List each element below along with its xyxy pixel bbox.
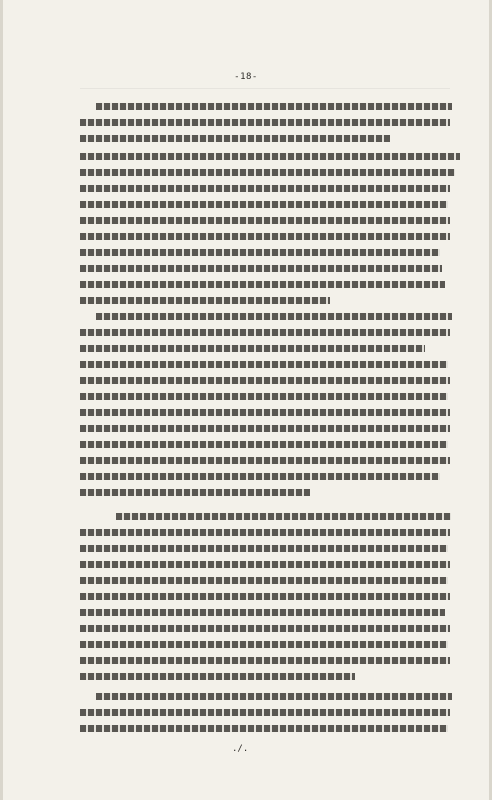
- text-line: [80, 489, 310, 496]
- text-line: [80, 441, 448, 448]
- text-line: [80, 709, 450, 716]
- text-line: [80, 361, 448, 368]
- text-line: [80, 201, 448, 208]
- text-line: [80, 725, 448, 732]
- text-line: [80, 473, 440, 480]
- text-line: [80, 393, 448, 400]
- text-line: [80, 673, 355, 680]
- text-line: [80, 297, 330, 304]
- text-line: [96, 103, 452, 110]
- text-line: [96, 693, 452, 700]
- text-line: [80, 249, 440, 256]
- text-line: [80, 265, 442, 272]
- text-line: [80, 281, 445, 288]
- text-line: [80, 345, 425, 352]
- text-line: [80, 217, 450, 224]
- text-line: [80, 185, 450, 192]
- text-line: [80, 329, 450, 336]
- top-rule: [80, 88, 450, 89]
- text-line: [80, 641, 448, 648]
- page-number: -18-: [234, 72, 258, 82]
- text-line: [80, 529, 450, 536]
- text-line: [80, 153, 460, 160]
- closing-mark: ./.: [232, 744, 249, 754]
- text-line: [80, 545, 448, 552]
- text-line: [96, 313, 452, 320]
- text-line: [80, 457, 450, 464]
- text-line: [80, 135, 390, 142]
- text-line: [80, 409, 450, 416]
- text-line: [80, 377, 450, 384]
- text-line: [80, 169, 455, 176]
- text-line: [80, 119, 450, 126]
- text-line: [80, 425, 450, 432]
- page-left-edge: [0, 0, 3, 800]
- text-line: [80, 625, 450, 632]
- text-line: [80, 233, 450, 240]
- text-line: [80, 577, 448, 584]
- text-line: [80, 593, 450, 600]
- text-line: [80, 657, 450, 664]
- text-line: [80, 609, 445, 616]
- text-line: [116, 513, 451, 520]
- text-line: [80, 561, 450, 568]
